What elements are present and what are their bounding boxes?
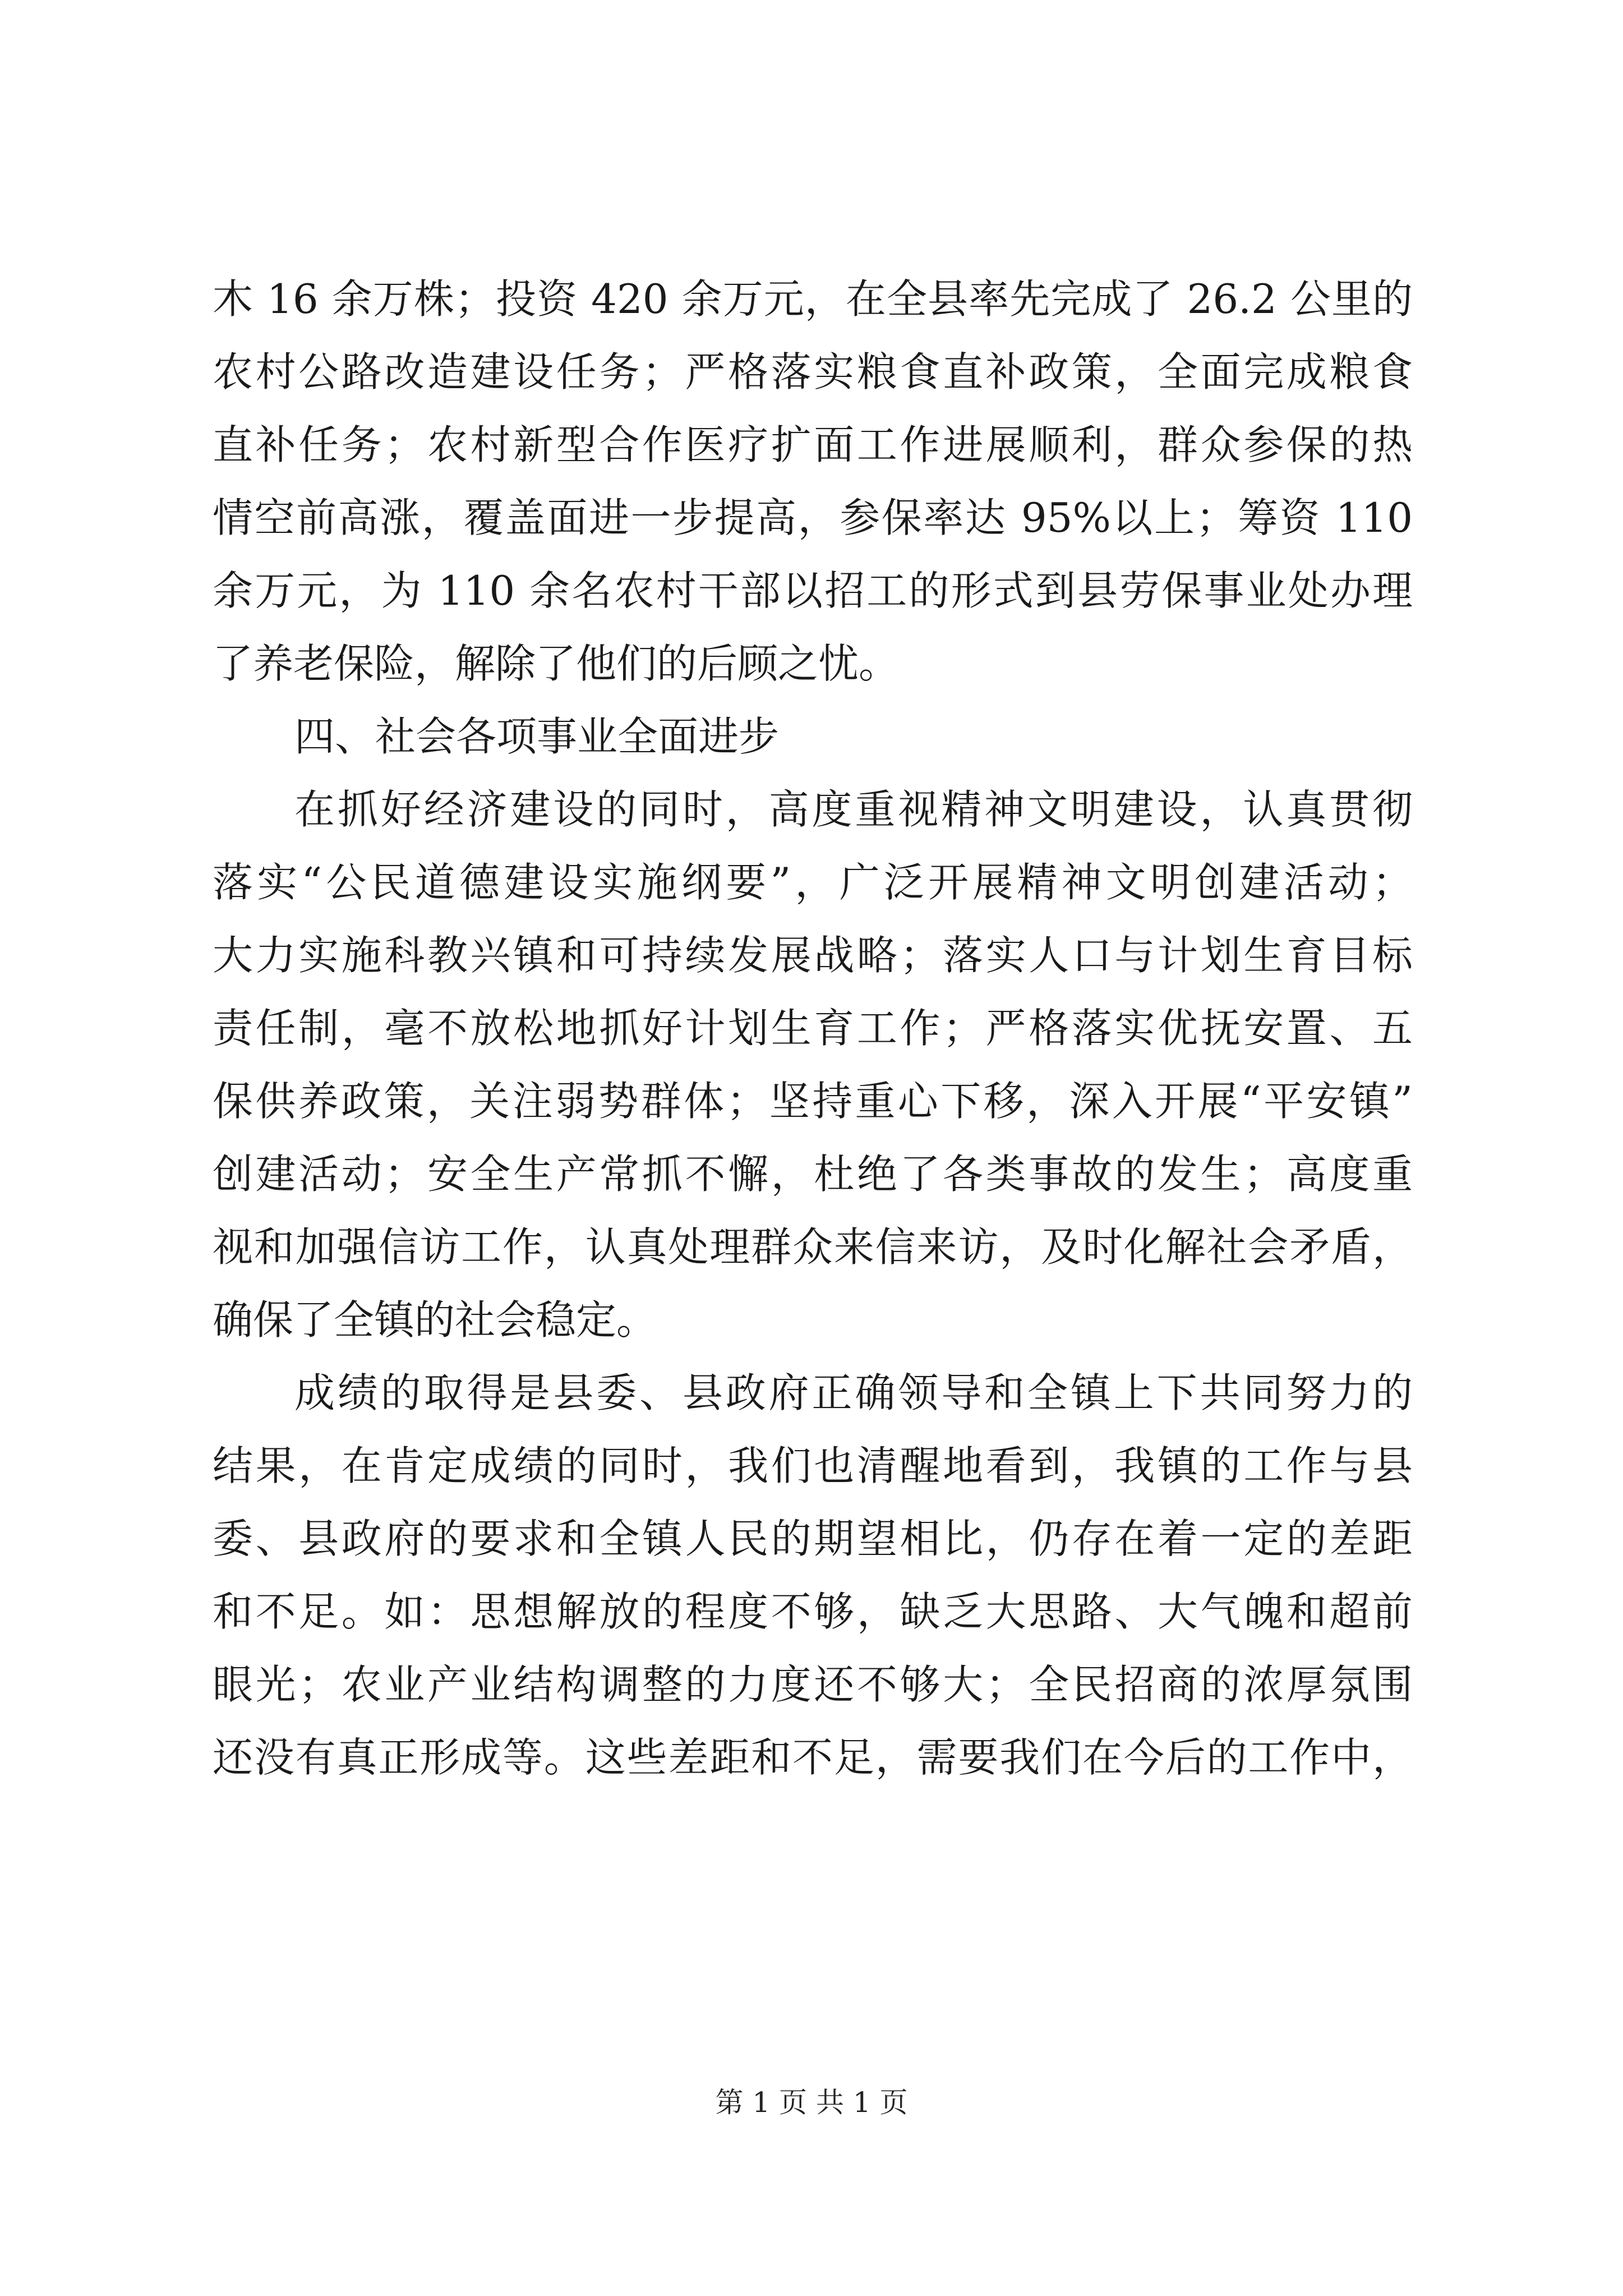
document-body xyxy=(213,263,1413,1794)
paragraph-line: 余万元，为 110 余名农村干部以招工的形式到县劳保事业处办理 xyxy=(213,567,1413,614)
paragraph-line: 创建活动；安全生产常抓不懈，杜绝了各类事故的发生；高度重 xyxy=(213,1151,1413,1198)
paragraph-line: 落实“公民道德建设实施纲要”，广泛开展精神文明创建活动； xyxy=(213,859,1413,906)
paragraph-line: 还没有真正形成等。这些差距和不足，需要我们在今后的工作中， xyxy=(213,1734,1413,1781)
paragraph-line: 农村公路改造建设任务；严格落实粮食直补政策，全面完成粮食 xyxy=(213,348,1413,395)
paragraph-line: 和不足。如：思想解放的程度不够，缺乏大思路、大气魄和超前 xyxy=(213,1588,1413,1635)
paragraph-line: 保供养政策，关注弱势群体；坚持重心下移，深入开展“平安镇” xyxy=(213,1078,1413,1125)
paragraph-line: 责任制，毫不放松地抓好计划生育工作；严格落实优抚安置、五 xyxy=(213,1005,1413,1052)
paragraph-line: 了养老保险，解除了他们的后顾之忧。 xyxy=(213,640,900,687)
paragraph-line: 结果，在肯定成绩的同时，我们也清醒地看到，我镇的工作与县 xyxy=(213,1442,1413,1489)
paragraph-line: 成绩的取得是县委、县政府正确领导和全镇上下共同努力的 xyxy=(294,1369,1413,1416)
paragraph-line: 委、县政府的要求和全镇人民的期望相比，仍存在着一定的差距 xyxy=(213,1515,1413,1562)
paragraph-line: 情空前高涨，覆盖面进一步提高，参保率达 95%以上；筹资 110 xyxy=(213,494,1413,541)
paragraph-line: 木 16 余万株；投资 420 余万元，在全县率先完成了 26.2 公里的 xyxy=(213,275,1413,323)
paragraph-line: 直补任务；农村新型合作医疗扩面工作进展顺利，群众参保的热 xyxy=(213,421,1413,468)
paragraph-line: 眼光；农业产业结构调整的力度还不够大；全民招商的浓厚氛围 xyxy=(213,1661,1413,1708)
paragraph-line: 大力实施科教兴镇和可持续发展战略；落实人口与计划生育目标 xyxy=(213,932,1413,979)
paragraph-line: 确保了全镇的社会稳定。 xyxy=(213,1296,657,1343)
section-heading: 四、社会各项事业全面进步 xyxy=(294,713,780,760)
paragraph-line: 在抓好经济建设的同时，高度重视精神文明建设，认真贯彻 xyxy=(294,786,1413,833)
paragraph-line: 视和加强信访工作，认真处理群众来信来访，及时化解社会矛盾， xyxy=(213,1223,1413,1271)
page-footer: 第 1 页 共 1 页 xyxy=(715,2086,908,2119)
